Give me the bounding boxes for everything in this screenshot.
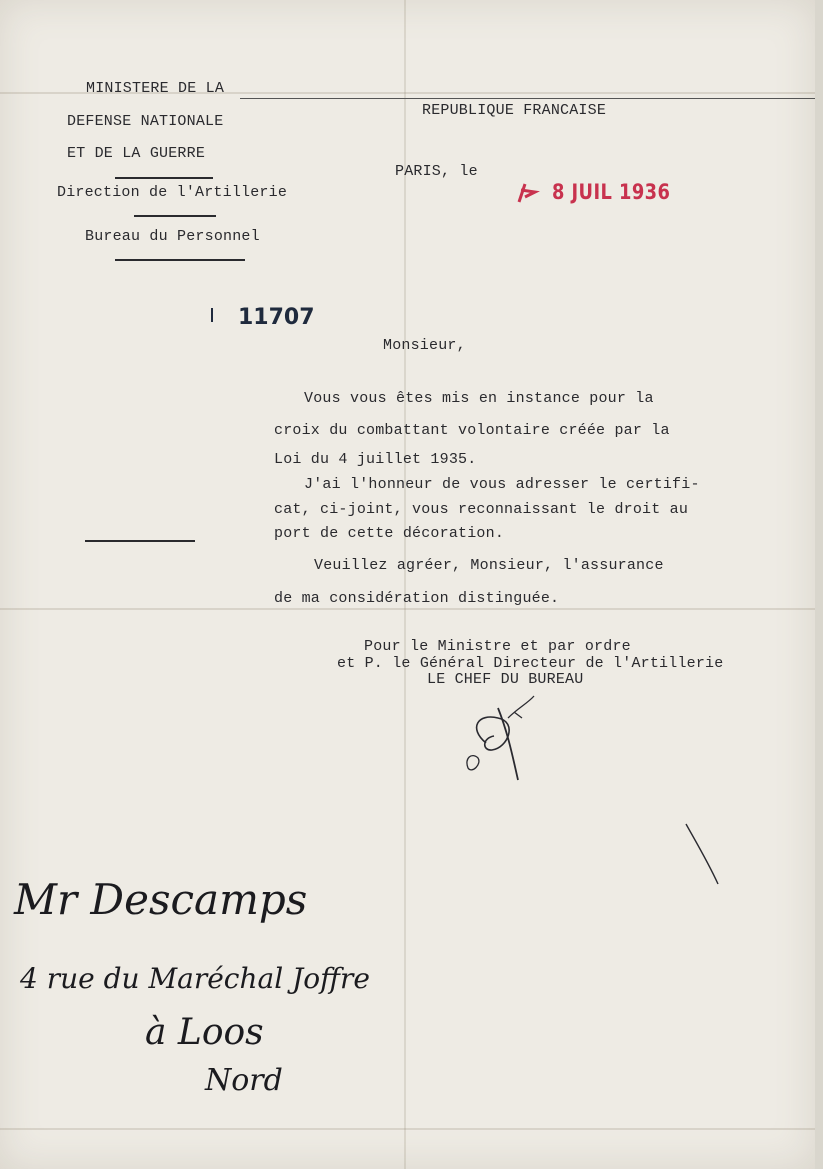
header-rule bbox=[240, 98, 815, 99]
date-stamp: 8 JUIL 1936 bbox=[552, 180, 671, 204]
ministry-line2: DEFENSE NATIONALE bbox=[67, 113, 224, 130]
place-date-label: PARIS, le bbox=[395, 163, 478, 180]
body-line: de ma considération distinguée. bbox=[274, 590, 560, 607]
pen-mark bbox=[684, 822, 724, 888]
body-line: croix du combattant volontaire créée par la bbox=[274, 422, 670, 439]
tick-mark bbox=[211, 308, 213, 322]
divider bbox=[85, 540, 195, 542]
reference-number: 11707 bbox=[238, 305, 315, 330]
ministry-line3: ET DE LA GUERRE bbox=[67, 145, 206, 162]
body-line: J'ai l'honneur de vous adresser le certifi- bbox=[304, 476, 700, 493]
ministry-line1: MINISTERE DE LA bbox=[86, 80, 225, 97]
republic-label: REPUBLIQUE FRANCAISE bbox=[422, 102, 607, 119]
address-street: 4 rue du Maréchal Joffre bbox=[20, 962, 370, 995]
body-line: Vous vous êtes mis en instance pour la bbox=[304, 390, 654, 407]
address-region: Nord bbox=[205, 1063, 283, 1098]
body-line: Veuillez agréer, Monsieur, l'assurance bbox=[314, 557, 664, 574]
address-name: Mr Descamps bbox=[14, 875, 308, 924]
signature-line3: LE CHEF DU BUREAU bbox=[427, 671, 584, 688]
divider bbox=[134, 215, 216, 217]
body-line: Loi du 4 juillet 1935. bbox=[274, 451, 477, 468]
address-city: à Loos bbox=[145, 1012, 264, 1053]
signature-line1: Pour le Ministre et par ordre bbox=[364, 638, 631, 655]
divider bbox=[115, 259, 245, 261]
handwritten-signature bbox=[458, 688, 548, 788]
body-line: cat, ci-joint, vous reconnaissant le droit au bbox=[274, 501, 689, 518]
arrow-stamp-icon bbox=[515, 180, 541, 206]
divider bbox=[115, 177, 213, 179]
signature-line2: et P. le Général Directeur de l'Artillerie bbox=[337, 655, 724, 672]
fold-crease bbox=[0, 1128, 815, 1130]
bureau-label: Bureau du Personnel bbox=[85, 228, 260, 245]
body-line: port de cette décoration. bbox=[274, 525, 505, 542]
direction-label: Direction de l'Artillerie bbox=[57, 184, 288, 201]
fold-crease bbox=[0, 608, 815, 610]
salutation: Monsieur, bbox=[383, 337, 466, 354]
